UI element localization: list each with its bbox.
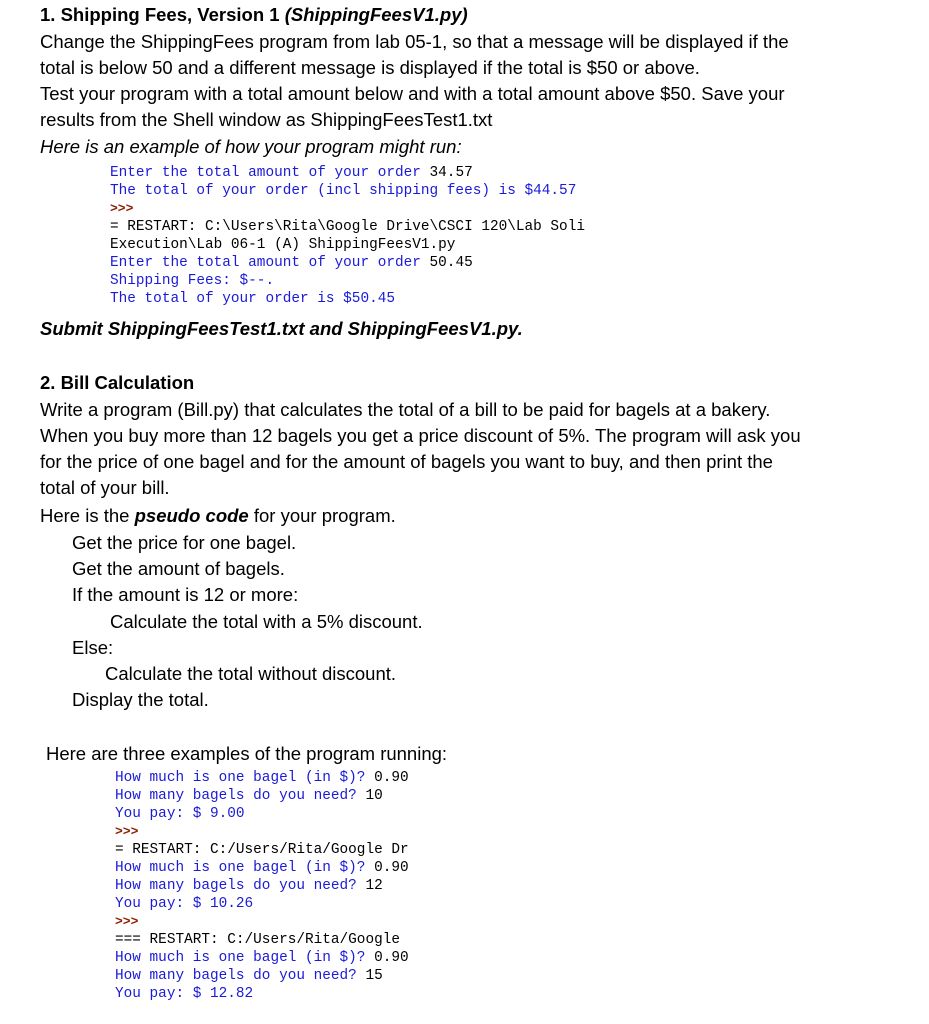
shell-restart-line: = RESTART: C:\Users\Rita\Google Drive\CSCI 120\Lab Soli: [110, 219, 585, 235]
pseudo-line-7: Display the total.: [72, 689, 209, 710]
examples-intro: Here are three examples of the program running:: [46, 743, 448, 764]
section1-heading: [40, 2, 468, 28]
section1-line-1: Change the ShippingFees program from lab 05-1, so that a message will be displayed if the: [40, 31, 789, 52]
pseudo-line-4: Calculate the total with a 5% discount.: [110, 611, 423, 632]
section2-shell-output: [115, 769, 465, 1003]
shell-prompt: >>>: [115, 824, 139, 839]
shell-line: The total of your order is $50.45: [110, 291, 395, 307]
shell-line: You pay: $ 9.00: [115, 806, 245, 822]
pseudo-line-6: Calculate the total without discount.: [105, 663, 397, 684]
shell-line: The total of your order (incl shipping fees) is $44.57: [110, 183, 577, 199]
shell-line: Enter the total amount of your order 34.57: [110, 165, 473, 181]
section2-heading: 2. Bill Calculation: [40, 372, 195, 393]
shell-line: How many bagels do you need? 10: [115, 788, 383, 804]
shell-line: You pay: $ 10.26: [115, 896, 254, 912]
section1-heading-file: (ShippingFeesV1.py): [284, 4, 468, 25]
shell-prompt: >>>: [110, 201, 134, 216]
section1-line-4: results from the Shell window as ShippingFeesTest1.txt: [40, 109, 493, 130]
section2-line-1: Write a program (Bill.py) that calculates the total of a bill to be paid for bagels at a bakery.: [40, 399, 771, 420]
shell-line: How much is one bagel (in $)? 0.90: [115, 770, 409, 786]
pseudo-line-5: Else:: [72, 637, 114, 658]
shell-prompt: >>>: [115, 914, 139, 929]
shell-line: How many bagels do you need? 15: [115, 968, 383, 984]
section1-line-2: total is below 50 and a different message is displayed if the total is $50 or above.: [40, 57, 700, 78]
shell-restart-line: === RESTART: C:/Users/Rita/Google: [115, 932, 400, 948]
pseudo-code-intro: Here is the pseudo code for your program.: [40, 505, 396, 526]
section2-line-4: total of your bill.: [40, 477, 170, 498]
section2-line-2: When you buy more than 12 bagels you get a price discount of 5%. The program will ask you: [40, 425, 801, 446]
shell-restart-line: = RESTART: C:/Users/Rita/Google Dr: [115, 842, 409, 858]
shell-line: Enter the total amount of your order 50.45: [110, 255, 473, 271]
shell-line: You pay: $ 12.82: [115, 986, 254, 1002]
pseudo-code-emphasis: pseudo code: [134, 505, 249, 526]
section2-line-3: for the price of one bagel and for the amount of bagels you want to buy, and then print the: [40, 451, 773, 472]
pseudo-line-3: If the amount is 12 or more:: [72, 584, 299, 605]
pseudo-line-1: Get the price for one bagel.: [72, 532, 297, 553]
shell-line: How much is one bagel (in $)? 0.90: [115, 860, 409, 876]
section1-example-intro: Here is an example of how your program might run:: [40, 136, 462, 157]
section1-submit: Submit ShippingFeesTest1.txt and ShippingFeesV1.py.: [40, 318, 523, 339]
section1-shell-output: [110, 164, 670, 308]
section1-heading-title: 1. Shipping Fees, Version 1: [40, 4, 280, 25]
shell-line: How many bagels do you need? 12: [115, 878, 383, 894]
shell-restart-line: Execution\Lab 06-1 (A) ShippingFeesV1.py: [110, 237, 456, 253]
shell-line: Shipping Fees: $--.: [110, 273, 275, 289]
pseudo-line-2: Get the amount of bagels.: [72, 558, 285, 579]
shell-line: How much is one bagel (in $)? 0.90: [115, 950, 409, 966]
section1-line-3: Test your program with a total amount below and with a total amount above $50. Save your: [40, 83, 785, 104]
